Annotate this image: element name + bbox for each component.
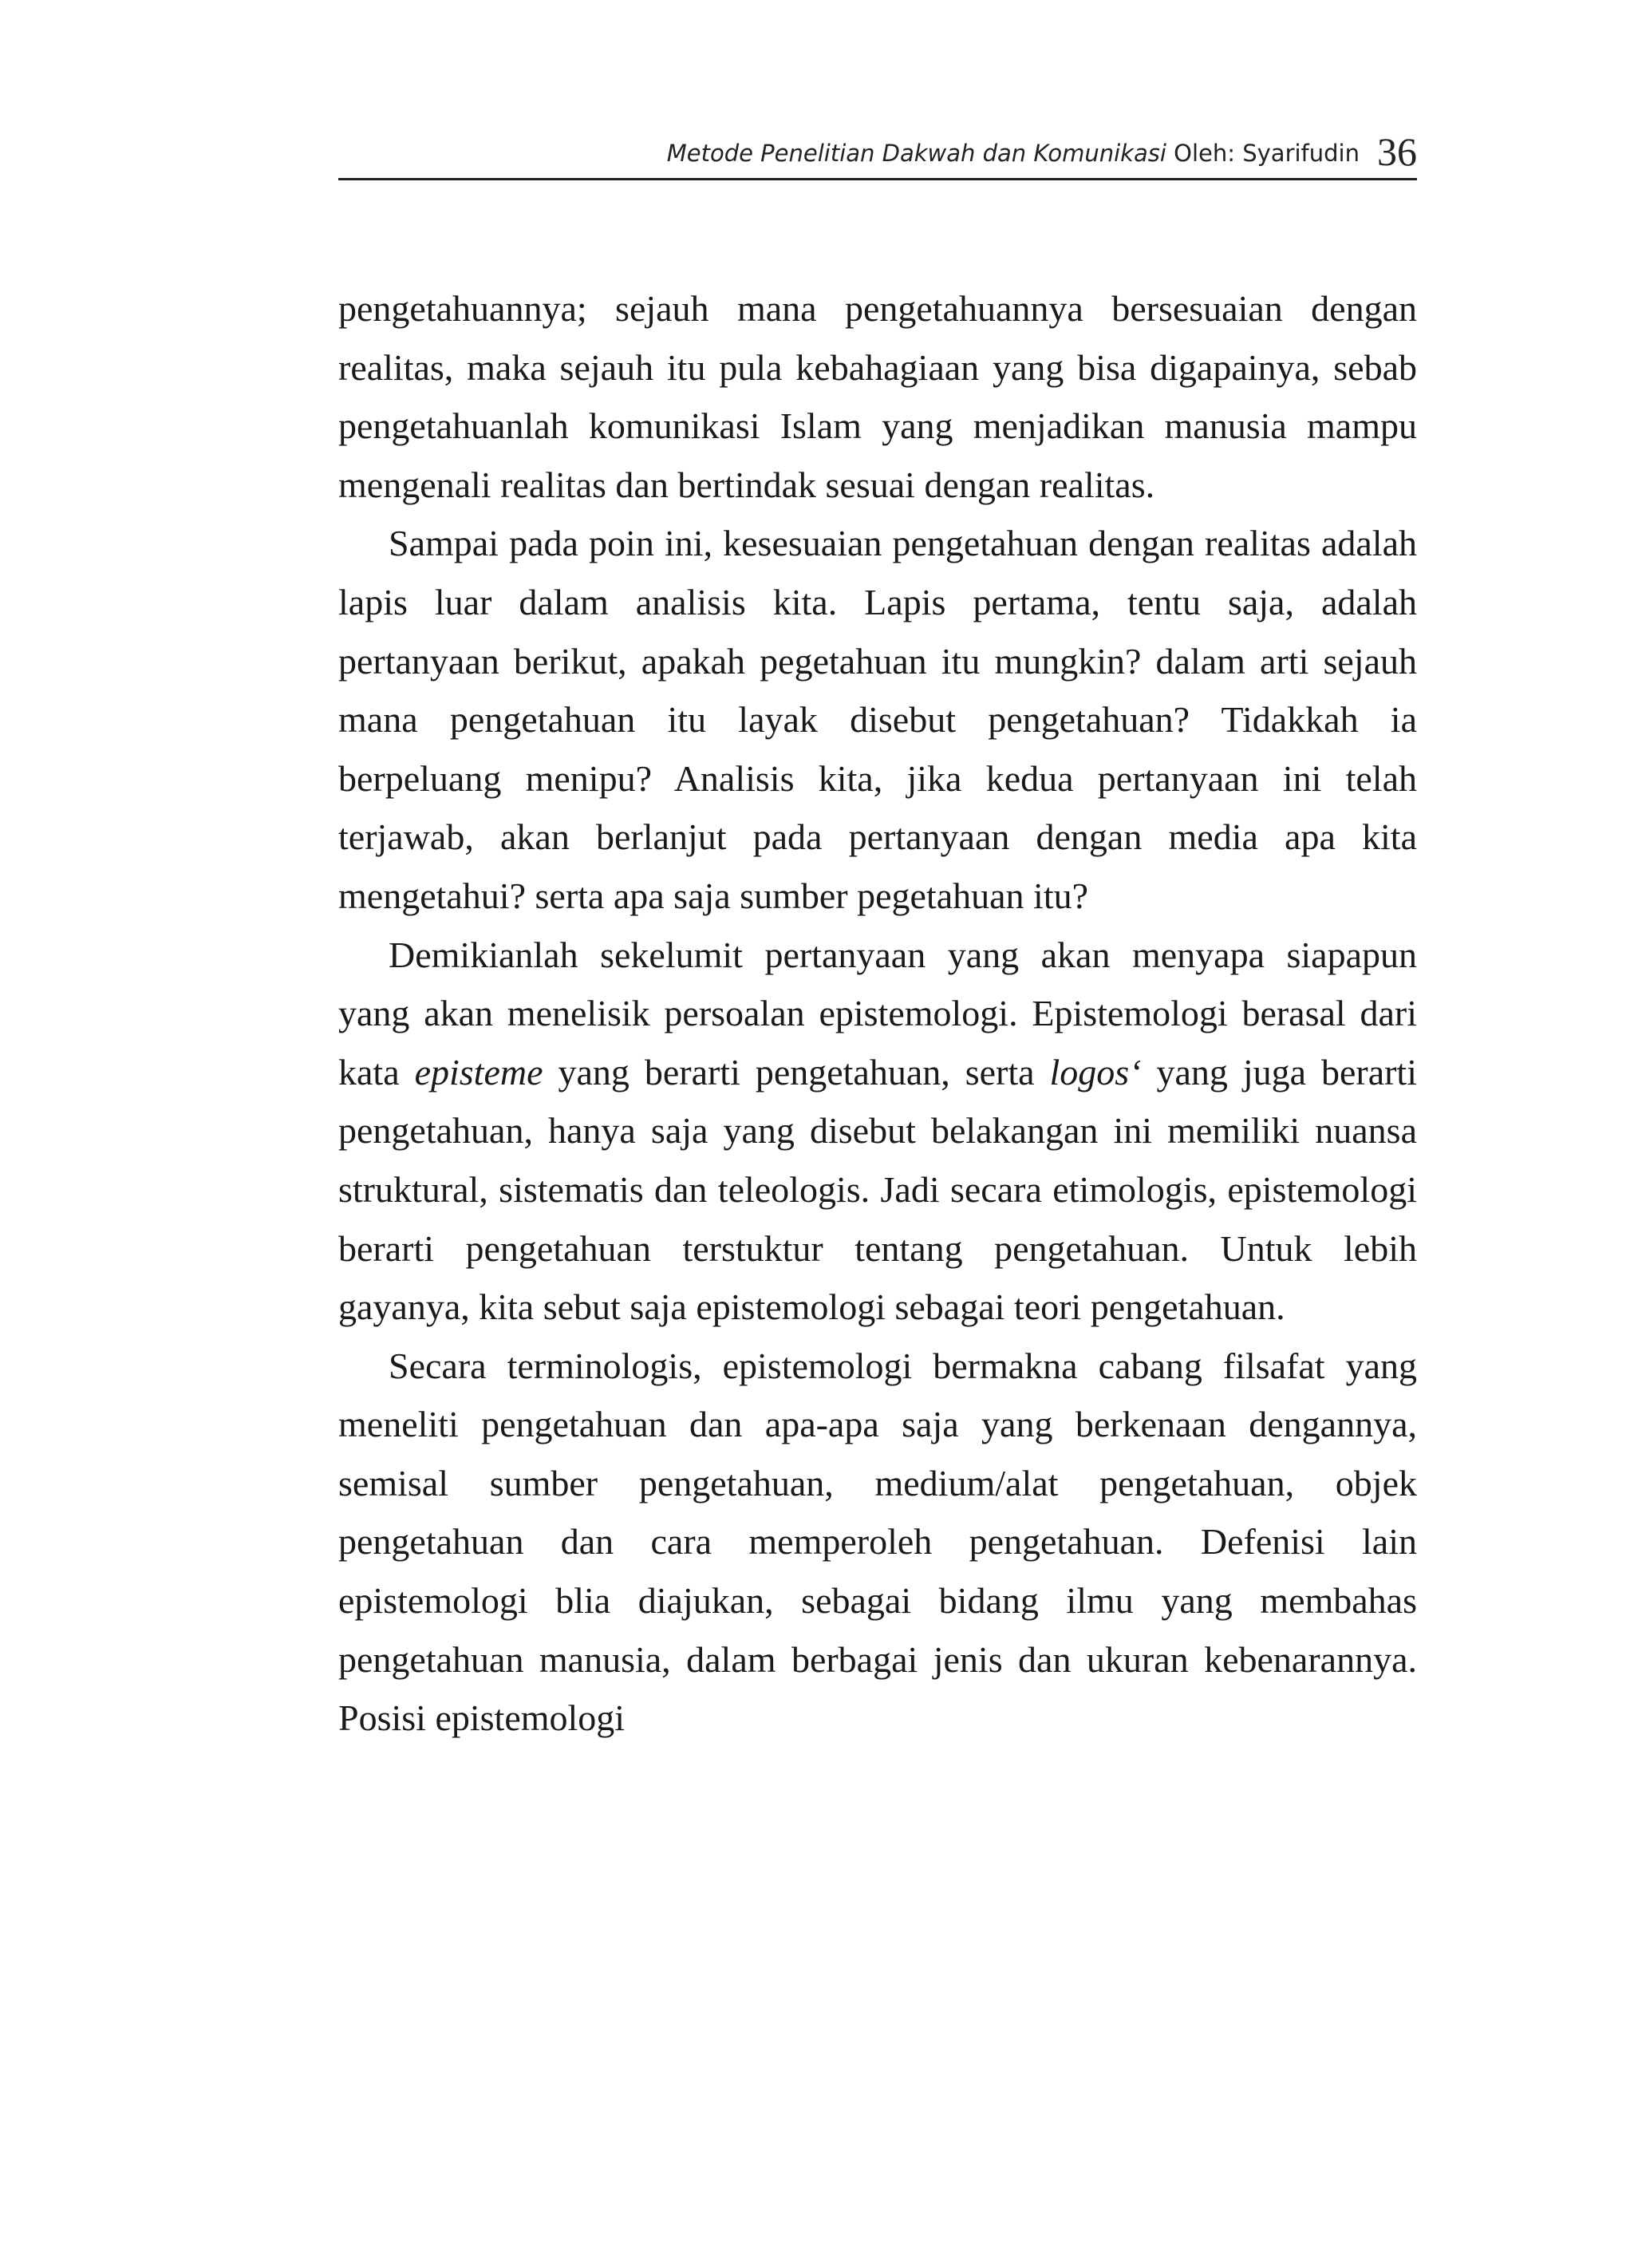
- author-line: Oleh: Syarifudin: [1166, 140, 1360, 167]
- term-episteme: episteme: [414, 1051, 543, 1093]
- running-header: [338, 128, 1417, 180]
- body-text: [338, 279, 1417, 1748]
- paragraph-2: Sampai pada poin ini, kesesuaian pengetahuan dengan realitas adalah lapis luar dalam analisis kita. Lapis pertama, tentu saja, adalah pertanyaan berikut, apakah pegetahuan itu mungkin? dalam arti sejauh mana pengetahuan itu layak disebut pengetahuan? Tidakkah ia berpeluang menipu? Analisis kita, jika kedua pertanyaan ini telah terjawab, akan berlanjut pada pertanyaan dengan media apa kita mengetahui? serta apa saja sumber pegetahuan itu?: [338, 523, 1417, 916]
- paragraph-3-part-3: yang juga berarti pengetahuan, hanya saja yang disebut belakangan ini memiliki nuansa struktural, sistematis dan teleologis. Jadi secara etimologis, epistemologi berarti pengetahuan terstuktur tentang pengetahuan. Untuk lebih gayanya, kita sebut saja epistemologi sebagai teori pengetahuan.: [338, 1051, 1417, 1328]
- book-title: Metode Penelitian Dakwah dan Komunikasi: [666, 140, 1166, 167]
- term-logos: logos‘: [1049, 1051, 1142, 1093]
- page-number: 36: [1377, 129, 1417, 174]
- header-title-line: [667, 140, 1360, 167]
- paragraph-3-part-1: Demikianlah sekelumit pertanyaan yang akan menyapa siapapun yang akan menelisik persoalan epistemologi. Epistemologi berasal dari kata: [338, 934, 1417, 1093]
- paragraph-3: [338, 926, 1417, 1337]
- paragraph-4: Secara terminologis, epistemologi bermakna cabang filsafat yang meneliti pengetahuan dan apa-apa saja yang berkenaan dengannya, semisal sumber pengetahuan, medium/alat pengetahuan, objek pengetahuan dan cara memperoleh pengetahuan. Defenisi lain epistemologi blia diajukan, sebagai bidang ilmu yang membahas pengetahuan manusia, dalam berbagai jenis dan ukuran kebenarannya. Posisi epistemologi: [338, 1345, 1417, 1739]
- paragraph-3-part-2: yang berarti pengetahuan, serta: [543, 1051, 1050, 1093]
- paragraph-1: pengetahuannya; sejauh mana pengetahuannya bersesuaian dengan realitas, maka sejauh itu pula kebahagiaan yang bisa digapainya, sebab pengetahuanlah komunikasi Islam yang menjadikan manusia mampu mengenali realitas dan bertindak sesuai dengan realitas.: [338, 288, 1417, 505]
